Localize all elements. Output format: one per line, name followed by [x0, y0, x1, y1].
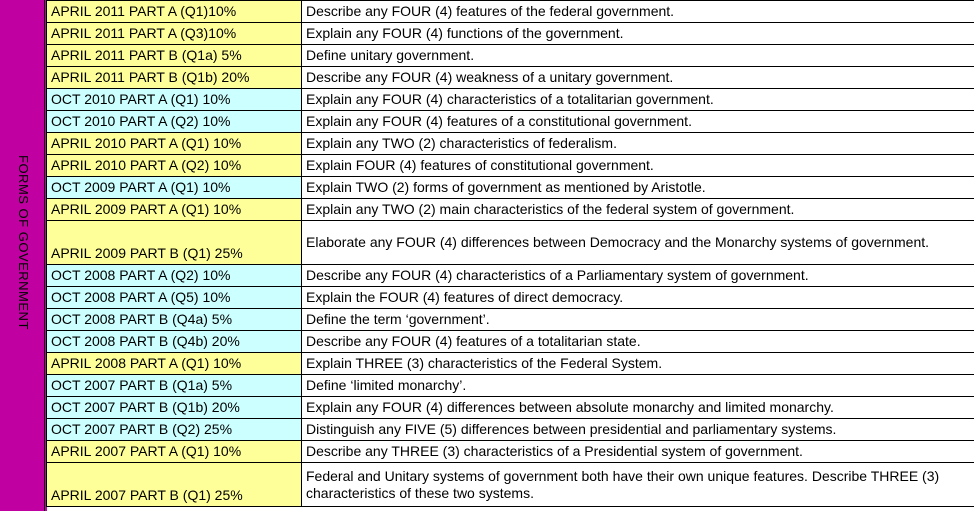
table-row: [47, 23, 974, 45]
exam-cell[interactable]: APRIL 2007 PART B (Q1) 25%: [47, 463, 302, 507]
exam-cell[interactable]: APRIL 2009 PART B (Q1) 25%: [47, 221, 302, 265]
exam-cell[interactable]: OCT 2008 PART B (Q4a) 5%: [47, 309, 302, 331]
questions-table: [46, 0, 974, 507]
question-cell[interactable]: Explain any FOUR (4) functions of the government.: [302, 23, 974, 45]
table-row: [47, 309, 974, 331]
exam-cell[interactable]: APRIL 2009 PART A (Q1) 10%: [47, 199, 302, 221]
exam-cell[interactable]: APRIL 2007 PART A (Q1) 10%: [47, 441, 302, 463]
exam-cell[interactable]: OCT 2007 PART B (Q1a) 5%: [47, 375, 302, 397]
question-cell[interactable]: Explain any FOUR (4) features of a constitutional government.: [302, 111, 974, 133]
table-row: [47, 177, 974, 199]
exam-cell[interactable]: APRIL 2011 PART A (Q1)10%: [47, 1, 302, 23]
table-row: [47, 45, 974, 67]
question-cell[interactable]: Explain THREE (3) characteristics of the Federal System.: [302, 353, 974, 375]
table-row: [47, 287, 974, 309]
table-row: [47, 353, 974, 375]
exam-cell[interactable]: OCT 2008 PART A (Q2) 10%: [47, 265, 302, 287]
table-row: [47, 89, 974, 111]
question-cell[interactable]: Define ‘limited monarchy’.: [302, 375, 974, 397]
exam-cell[interactable]: OCT 2008 PART B (Q4b) 20%: [47, 331, 302, 353]
question-cell[interactable]: Distinguish any FIVE (5) differences between presidential and parliamentary systems.: [302, 419, 974, 441]
exam-cell[interactable]: OCT 2007 PART B (Q2) 25%: [47, 419, 302, 441]
exam-cell[interactable]: APRIL 2010 PART A (Q1) 10%: [47, 133, 302, 155]
exam-cell[interactable]: OCT 2009 PART A (Q1) 10%: [47, 177, 302, 199]
question-cell[interactable]: Describe any FOUR (4) characteristics of a Parliamentary system of government.: [302, 265, 974, 287]
table-row: [47, 199, 974, 221]
table-row: [47, 397, 974, 419]
exam-cell[interactable]: APRIL 2011 PART A (Q3)10%: [47, 23, 302, 45]
table-row: [47, 67, 974, 89]
table-row: [47, 155, 974, 177]
table-row: [47, 111, 974, 133]
table-row: [47, 1, 974, 23]
section-sidebar: [0, 0, 45, 511]
question-cell[interactable]: Explain any FOUR (4) characteristics of a totalitarian government.: [302, 89, 974, 111]
table-row: [47, 265, 974, 287]
question-cell[interactable]: Explain TWO (2) forms of government as mentioned by Aristotle.: [302, 177, 974, 199]
question-cell[interactable]: Explain any TWO (2) characteristics of federalism.: [302, 133, 974, 155]
questions-table-body: [47, 1, 974, 507]
question-cell[interactable]: Define the term ‘government’.: [302, 309, 974, 331]
question-cell[interactable]: Federal and Unitary systems of government both have their own unique features. Describe THREE (3) characteristics of these two systems.: [302, 463, 974, 507]
question-cell[interactable]: Define unitary government.: [302, 45, 974, 67]
exam-cell[interactable]: OCT 2010 PART A (Q1) 10%: [47, 89, 302, 111]
table-row: [47, 375, 974, 397]
question-cell[interactable]: Elaborate any FOUR (4) differences between Democracy and the Monarchy systems of government.: [302, 221, 974, 265]
question-cell[interactable]: Describe any FOUR (4) features of the federal government.: [302, 1, 974, 23]
exam-cell[interactable]: APRIL 2011 PART B (Q1a) 5%: [47, 45, 302, 67]
table-row: [47, 463, 974, 507]
section-label: FORMS OF GOVERNMENT: [16, 155, 31, 330]
question-cell[interactable]: Describe any THREE (3) characteristics of a Presidential system of government.: [302, 441, 974, 463]
exam-cell[interactable]: OCT 2007 PART B (Q1b) 20%: [47, 397, 302, 419]
question-cell[interactable]: Explain any FOUR (4) differences between absolute monarchy and limited monarchy.: [302, 397, 974, 419]
question-cell[interactable]: Describe any FOUR (4) features of a totalitarian state.: [302, 331, 974, 353]
table-row: [47, 441, 974, 463]
table-row: [47, 221, 974, 265]
exam-cell[interactable]: OCT 2010 PART A (Q2) 10%: [47, 111, 302, 133]
question-cell[interactable]: Explain the FOUR (4) features of direct democracy.: [302, 287, 974, 309]
table-row: [47, 331, 974, 353]
question-cell[interactable]: Explain any TWO (2) main characteristics of the federal system of government.: [302, 199, 974, 221]
question-cell[interactable]: Describe any FOUR (4) weakness of a unitary government.: [302, 67, 974, 89]
exam-cell[interactable]: APRIL 2010 PART A (Q2) 10%: [47, 155, 302, 177]
exam-cell[interactable]: APRIL 2011 PART B (Q1b) 20%: [47, 67, 302, 89]
table-row: [47, 133, 974, 155]
exam-cell[interactable]: APRIL 2008 PART A (Q1) 10%: [47, 353, 302, 375]
question-cell[interactable]: Explain FOUR (4) features of constitutional government.: [302, 155, 974, 177]
exam-cell[interactable]: OCT 2008 PART A (Q5) 10%: [47, 287, 302, 309]
table-row: [47, 419, 974, 441]
